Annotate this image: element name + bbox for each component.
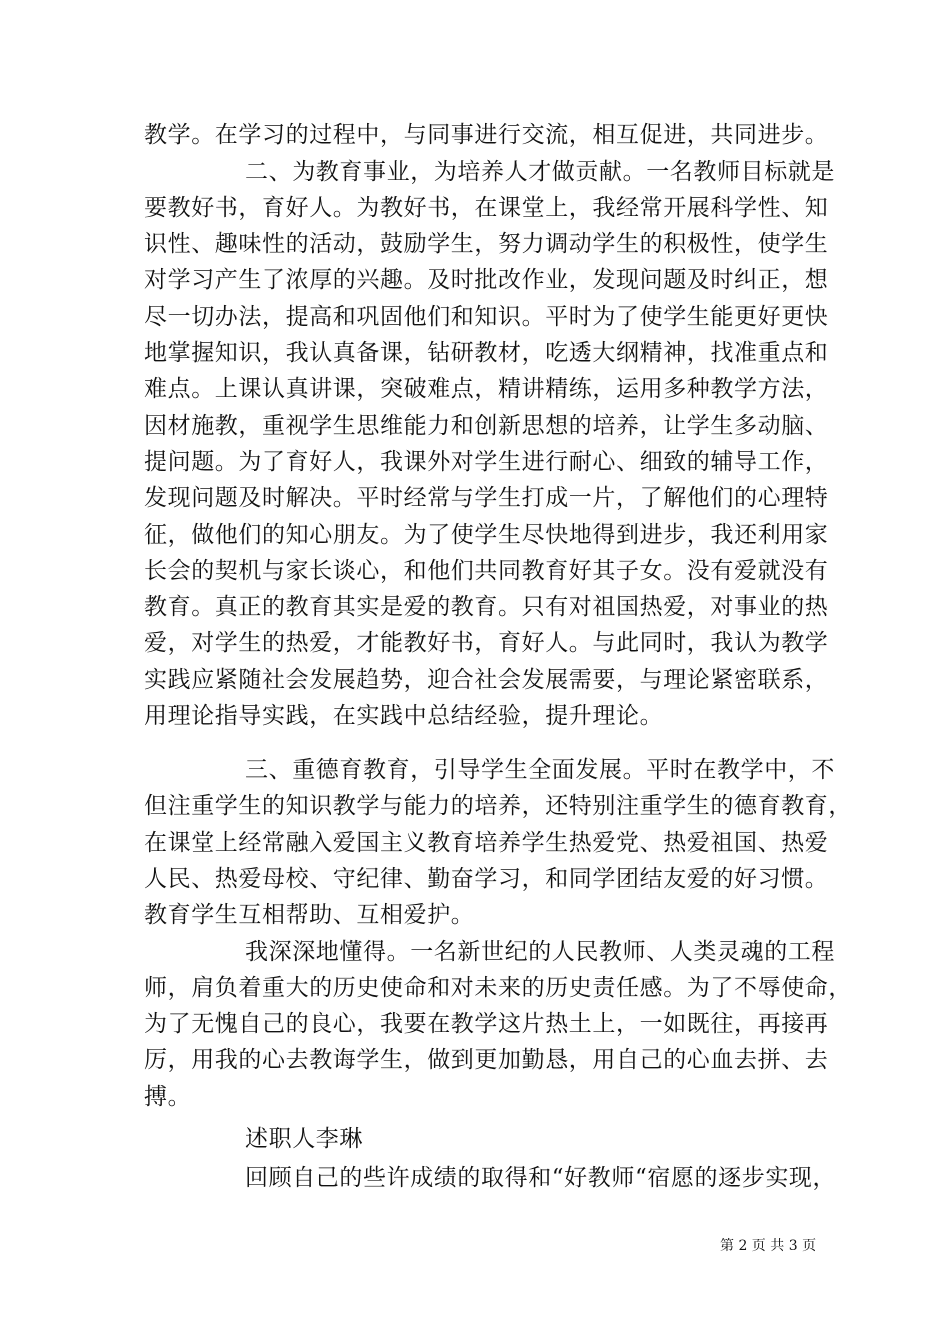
paragraph-line: 实践应紧随社会发展趋势，迎合社会发展需要，与理论紧密联系，	[144, 667, 829, 693]
paragraph-line: 三、重德育教育，引导学生全面发展。平时在教学中，不	[245, 757, 835, 783]
paragraph-line: 因材施教，重视学生思维能力和创新思想的培养，让学生多动脑、	[144, 413, 829, 439]
paragraph-line: 发现问题及时解决。平时经常与学生打成一片，了解他们的心理特	[144, 485, 829, 511]
paragraph-line: 但注重学生的知识教学与能力的培养，还特别注重学生的德育教育，	[144, 793, 852, 819]
page-footer: 第 2 页 共 3 页	[720, 1238, 817, 1254]
paragraph-line: 爱，对学生的热爱，才能教好书，育好人。与此同时，我认为教学	[144, 630, 829, 656]
paragraph-line: 难点。上课认真讲课，突破难点，精讲精练，运用多种教学方法，	[144, 376, 829, 402]
paragraph-line: 教育学生互相帮助、互相爱护。	[144, 902, 475, 928]
paragraph-line: 教学。在学习的过程中，与同事进行交流，相互促进，共同进步。	[144, 122, 829, 148]
paragraph-line: 师，肩负着重大的历史使命和对未来的历史责任感。为了不辱使命，	[144, 975, 852, 1001]
paragraph-line: 长会的契机与家长谈心，和他们共同教育好其子女。没有爱就没有	[144, 558, 829, 584]
paragraph-line: 尽一切办法，提高和巩固他们和知识。平时为了使学生能更好更快	[144, 304, 829, 330]
paragraph-line: 地掌握知识，我认真备课，钻研教材，吃透大纲精神，找准重点和	[144, 340, 829, 366]
paragraph-line: 二、为教育事业，为培养人才做贡献。一名教师目标就是	[245, 159, 835, 185]
paragraph-line: 征，做他们的知心朋友。为了使学生尽快地得到进步，我还利用家	[144, 522, 829, 548]
paragraph-line: 为了无愧自己的良心，我要在教学这片热土上，一如既往，再接再	[144, 1011, 829, 1037]
paragraph-line: 我深深地懂得。一名新世纪的人民教师、人类灵魂的工程	[245, 939, 835, 965]
paragraph-line: 要教好书，育好人。为教好书，在课堂上，我经常开展科学性、知	[144, 195, 829, 221]
paragraph-line: 用理论指导实践，在实践中总结经验，提升理论。	[144, 703, 664, 729]
paragraph-line: 提问题。为了育好人，我课外对学生进行耐心、细致的辅导工作，	[144, 449, 829, 475]
paragraph-line: 教育。真正的教育其实是爱的教育。只有对祖国热爱，对事业的热	[144, 594, 829, 620]
paragraph-line: 厉，用我的心去教诲学生，做到更加勤恳，用自己的心血去拼、去	[144, 1047, 829, 1073]
paragraph-line: 搏。	[144, 1084, 192, 1110]
paragraph-line: 人民、热爱母校、守纪律、勤奋学习，和同学团结友爱的好习惯。	[144, 866, 829, 892]
paragraph-line: 回顾自己的些许成绩的取得和“好教师“宿愿的逐步实现，	[245, 1165, 837, 1191]
paragraph-line: 对学习产生了浓厚的兴趣。及时批改作业，发现问题及时纠正，想	[144, 267, 829, 293]
paragraph-line: 识性、趣味性的活动，鼓励学生，努力调动学生的积极性，使学生	[144, 231, 829, 257]
paragraph-line: 在课堂上经常融入爱国主义教育培养学生热爱党、热爱祖国、热爱	[144, 830, 829, 856]
signature-line: 述职人李琳	[245, 1126, 363, 1152]
